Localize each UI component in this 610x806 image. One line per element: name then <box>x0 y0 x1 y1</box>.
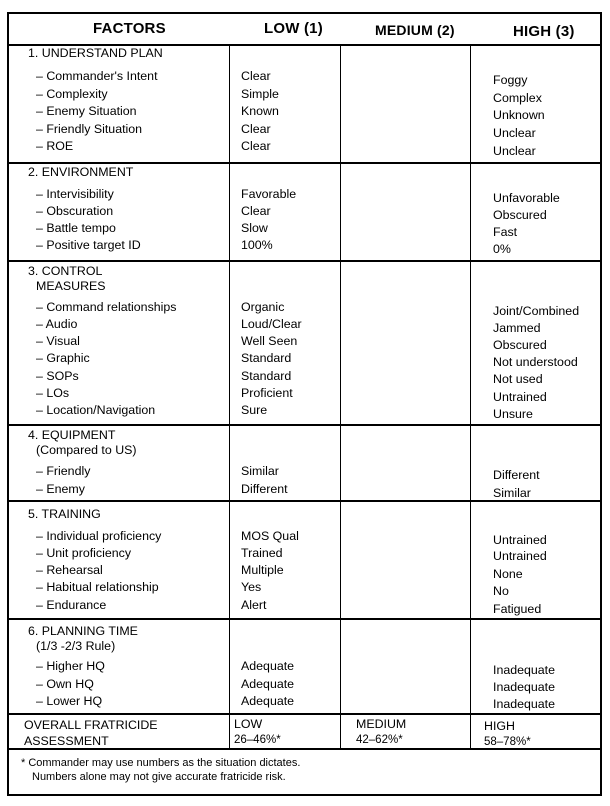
low-value: Clear <box>241 122 271 136</box>
section-title-3: 3. CONTROL <box>28 264 103 278</box>
factor-label: – Commander's Intent <box>36 69 158 83</box>
low-value: Standard <box>241 369 292 383</box>
high-value: Obscured <box>493 208 547 222</box>
factor-label: – Unit proficiency <box>36 546 132 560</box>
factor-label: – Positive target ID <box>36 238 141 252</box>
header-medium: MEDIUM (2) <box>375 22 455 38</box>
overall-low-label: LOW <box>234 717 263 731</box>
overall-medium-label: MEDIUM <box>356 717 407 731</box>
section-title-4: 4. EQUIPMENT <box>28 428 116 442</box>
table-rule-4 <box>7 500 602 502</box>
high-value: Unsure <box>493 407 533 421</box>
high-value: Inadequate <box>493 697 556 711</box>
section-title-2: 2. ENVIRONMENT <box>28 165 134 179</box>
low-value: 100% <box>241 238 273 252</box>
factor-label: – Higher HQ <box>36 659 105 673</box>
table-rule-1 <box>7 162 602 164</box>
high-value: Untrained <box>493 390 547 404</box>
factor-label: – Rehearsal <box>36 563 103 577</box>
factor-label: – Habitual relationship <box>36 580 159 594</box>
high-value: Similar <box>493 486 531 500</box>
table-rule-3 <box>7 424 602 426</box>
factor-label: – Location/Navigation <box>36 403 156 417</box>
high-value: Fatigued <box>493 602 542 616</box>
factor-label: – Battle tempo <box>36 221 116 235</box>
factor-label: – Individual proficiency <box>36 529 162 543</box>
footnote-line2: Numbers alone may not give accurate fratricide risk. <box>32 771 286 783</box>
high-value: Inadequate <box>493 663 556 677</box>
table-rule-2 <box>7 260 602 262</box>
high-value: Untrained <box>493 549 547 563</box>
low-value: Different <box>241 482 288 496</box>
low-value: Simple <box>241 87 279 101</box>
low-value: Adequate <box>241 694 295 708</box>
low-value: Standard <box>241 351 292 365</box>
factor-label: – Obscuration <box>36 204 114 218</box>
factor-label: – Endurance <box>36 598 107 612</box>
overall-high-label: HIGH <box>484 719 515 733</box>
high-value: Foggy <box>493 73 528 87</box>
low-value: Well Seen <box>241 334 298 348</box>
high-value: None <box>493 567 523 581</box>
factor-label: – Graphic <box>36 351 90 365</box>
factor-label: – Own HQ <box>36 677 94 691</box>
low-value: Multiple <box>241 563 284 577</box>
section-title-3: MEASURES <box>36 279 106 293</box>
high-value: Not used <box>493 372 543 386</box>
high-value: Unclear <box>493 126 536 140</box>
low-value: Alert <box>241 598 267 612</box>
factor-label: – ROE <box>36 139 74 153</box>
footnote-line1: * Commander may use numbers as the situation dictates. <box>21 757 301 769</box>
high-value: No <box>493 584 509 598</box>
high-value: Joint/Combined <box>493 304 580 318</box>
overall-label-line1: OVERALL FRATRICIDE <box>24 718 158 732</box>
overall-low-range: 26–46%* <box>234 734 281 746</box>
section-title-1: 1. UNDERSTAND PLAN <box>28 46 163 60</box>
low-value: Trained <box>241 546 283 560</box>
low-value: Clear <box>241 204 271 218</box>
high-value: Unclear <box>493 144 536 158</box>
overall-medium-range: 42–62%* <box>356 734 403 746</box>
low-value: Adequate <box>241 677 295 691</box>
column-divider-1 <box>340 44 341 748</box>
factor-label: – Audio <box>36 317 78 331</box>
table-rule-6 <box>7 713 602 715</box>
low-value: Loud/Clear <box>241 317 302 331</box>
table-rule-5 <box>7 618 602 620</box>
low-value: Similar <box>241 464 279 478</box>
high-value: Unfavorable <box>493 191 560 205</box>
high-value: Complex <box>493 91 542 105</box>
overall-label-line2: ASSESSMENT <box>24 734 109 748</box>
column-divider-2 <box>470 44 471 748</box>
high-value: Fast <box>493 225 518 239</box>
low-value: Slow <box>241 221 268 235</box>
factor-label: – Command relationships <box>36 300 177 314</box>
factor-label: – Lower HQ <box>36 694 103 708</box>
factor-label: – Enemy Situation <box>36 104 137 118</box>
overall-high-range: 58–78%* <box>484 736 531 748</box>
high-value: Untrained <box>493 533 547 547</box>
high-value: Unknown <box>493 108 545 122</box>
high-value: 0% <box>493 242 511 256</box>
header-high: HIGH (3) <box>513 23 575 40</box>
high-value: Different <box>493 468 540 482</box>
section-title-6: (1/3 -2/3 Rule) <box>36 639 116 653</box>
section-title-4: (Compared to US) <box>36 443 137 457</box>
low-value: Favorable <box>241 187 297 201</box>
factor-label: – Intervisibility <box>36 187 114 201</box>
factor-label: – Enemy <box>36 482 85 496</box>
factor-label: – Complexity <box>36 87 108 101</box>
column-divider-0 <box>229 44 230 748</box>
low-value: MOS Qual <box>241 529 299 543</box>
high-value: Jammed <box>493 321 541 335</box>
high-value: Not understood <box>493 355 578 369</box>
factor-label: – Friendly Situation <box>36 122 143 136</box>
high-value: Obscured <box>493 338 547 352</box>
low-value: Sure <box>241 403 268 417</box>
low-value: Adequate <box>241 659 295 673</box>
low-value: Organic <box>241 300 285 314</box>
factor-label: – Visual <box>36 334 80 348</box>
low-value: Clear <box>241 69 271 83</box>
factor-label: – Friendly <box>36 464 91 478</box>
factor-label: – LOs <box>36 386 70 400</box>
header-factors: FACTORS <box>93 20 166 37</box>
low-value: Proficient <box>241 386 293 400</box>
header-low: LOW (1) <box>264 20 323 37</box>
section-title-6: 6. PLANNING TIME <box>28 624 138 638</box>
low-value: Known <box>241 104 279 118</box>
factor-label: – SOPs <box>36 369 79 383</box>
high-value: Inadequate <box>493 680 556 694</box>
low-value: Clear <box>241 139 271 153</box>
low-value: Yes <box>241 580 262 594</box>
section-title-5: 5. TRAINING <box>28 507 101 521</box>
